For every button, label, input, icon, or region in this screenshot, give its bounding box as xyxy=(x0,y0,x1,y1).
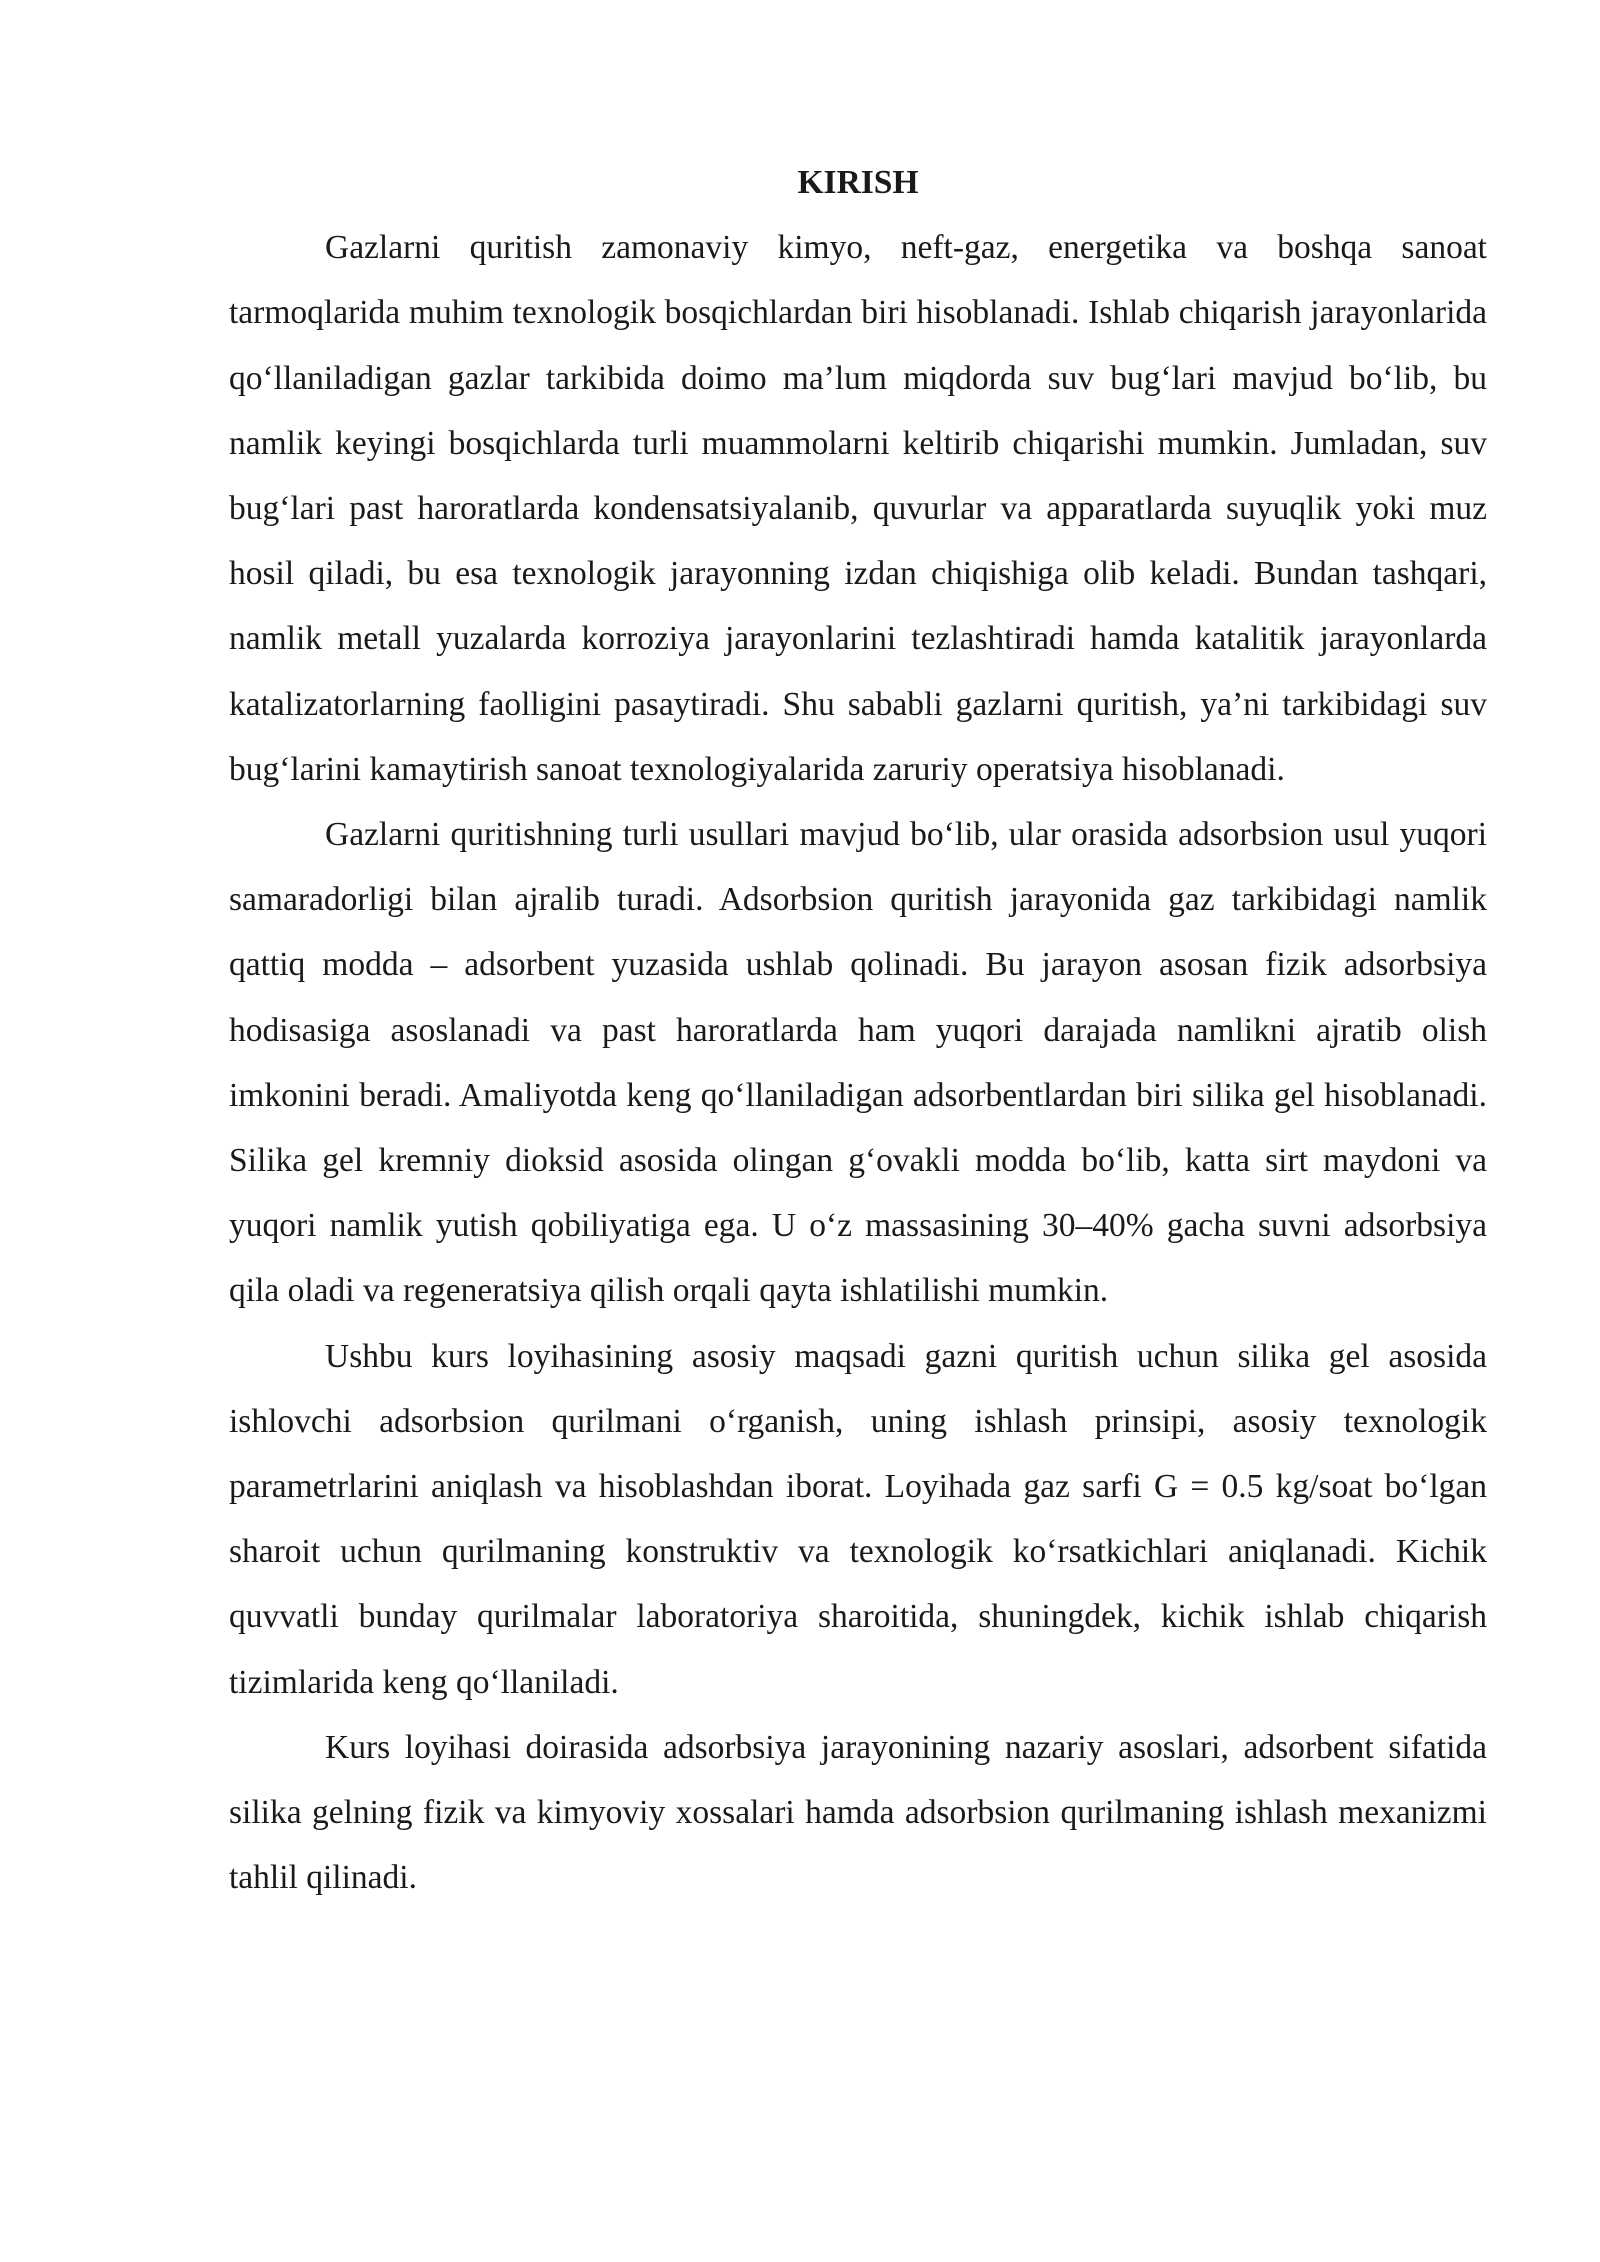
paragraph-4: Kurs loyihasi doirasida adsorbsiya jarayonining nazariy asoslari, adsorbent sifatida silika gelning fizik va kimyoviy xossalari hamda adsorbsion qurilmaning ishlash mexanizmi tahlil qilinadi. xyxy=(229,1728,1487,1897)
paragraph-1: Gazlarni quritish zamonaviy kimyo, neft-gaz, energetika va boshqa sanoat tarmoqlarida muhim texnologik bosqichlardan biri hisoblanadi. Ishlab chiqarish jarayonlarida qo‘llaniladigan gazlar tarkibida doimo ma’lum miqdorda suv bug‘lari mavjud bo‘lib, bu namlik keyingi bosqichlarda turli muammolarni keltirib chiqarishi mumkin. Jumladan, suv bug‘lari past haroratlarda kondensatsiyalanib, quvurlar va apparatlarda suyuqlik yoki muz hosil qiladi, bu esa texnologik jarayonning izdan chiqishiga olib keladi. Bundan tashqari, namlik metall yuzalarda korroziya jarayonlarini tezlashtiradi hamda katalitik jarayonlarda katalizatorlarning faolligini pasaytiradi. Shu sababli gazlarni quritish, ya’ni tarkibidagi suv bug‘larini kamaytirish sanoat texnologiyalarida zaruriy operatsiya hisoblanadi. xyxy=(229,229,1487,788)
paragraph-3: Ushbu kurs loyihasining asosiy maqsadi gazni quritish uchun silika gel asosida ishlovchi adsorbsion qurilmani o‘rganish, uning ishlash prinsipi, asosiy texnologik parametrlarini aniqlash va hisoblashdan iborat. Loyihada gaz sarfi G = 0.5 kg/soat bo‘lgan sharoit uchun qurilmaning konstruktiv va texnologik ko‘rsatkichlari aniqlanadi. Kichik quvvatli bunday qurilmalar laboratoriya sharoitida, shuningdek, kichik ishlab chiqarish tizimlarida keng qo‘llaniladi. xyxy=(229,1337,1487,1701)
paragraph-2: Gazlarni quritishning turli usullari mavjud bo‘lib, ular orasida adsorbsion usul yuqori samaradorligi bilan ajralib turadi. Adsorbsion quritish jarayonida gaz tarkibidagi namlik qattiq modda – adsorbent yuzasida ushlab qolinadi. Bu jarayon asosan fizik adsorbsiya hodisasiga asoslanadi va past haroratlarda ham yuqori darajada namlikni ajratib olish imkonini beradi. Amaliyotda keng qo‘llaniladigan adsorbentlardan biri silika gel hisoblanadi. Silika gel kremniy dioksid asosida olingan g‘ovakli modda bo‘lib, katta sirt maydoni va yuqori namlik yutish qobiliyatiga ega. U o‘z massasining 30–40% gacha suvni adsorbsiya qila oladi va regeneratsiya qilish orqali qayta ishlatilishi mumkin. xyxy=(229,816,1487,1310)
document-body xyxy=(229,150,1487,1910)
page-title: KIRISH xyxy=(797,164,919,201)
